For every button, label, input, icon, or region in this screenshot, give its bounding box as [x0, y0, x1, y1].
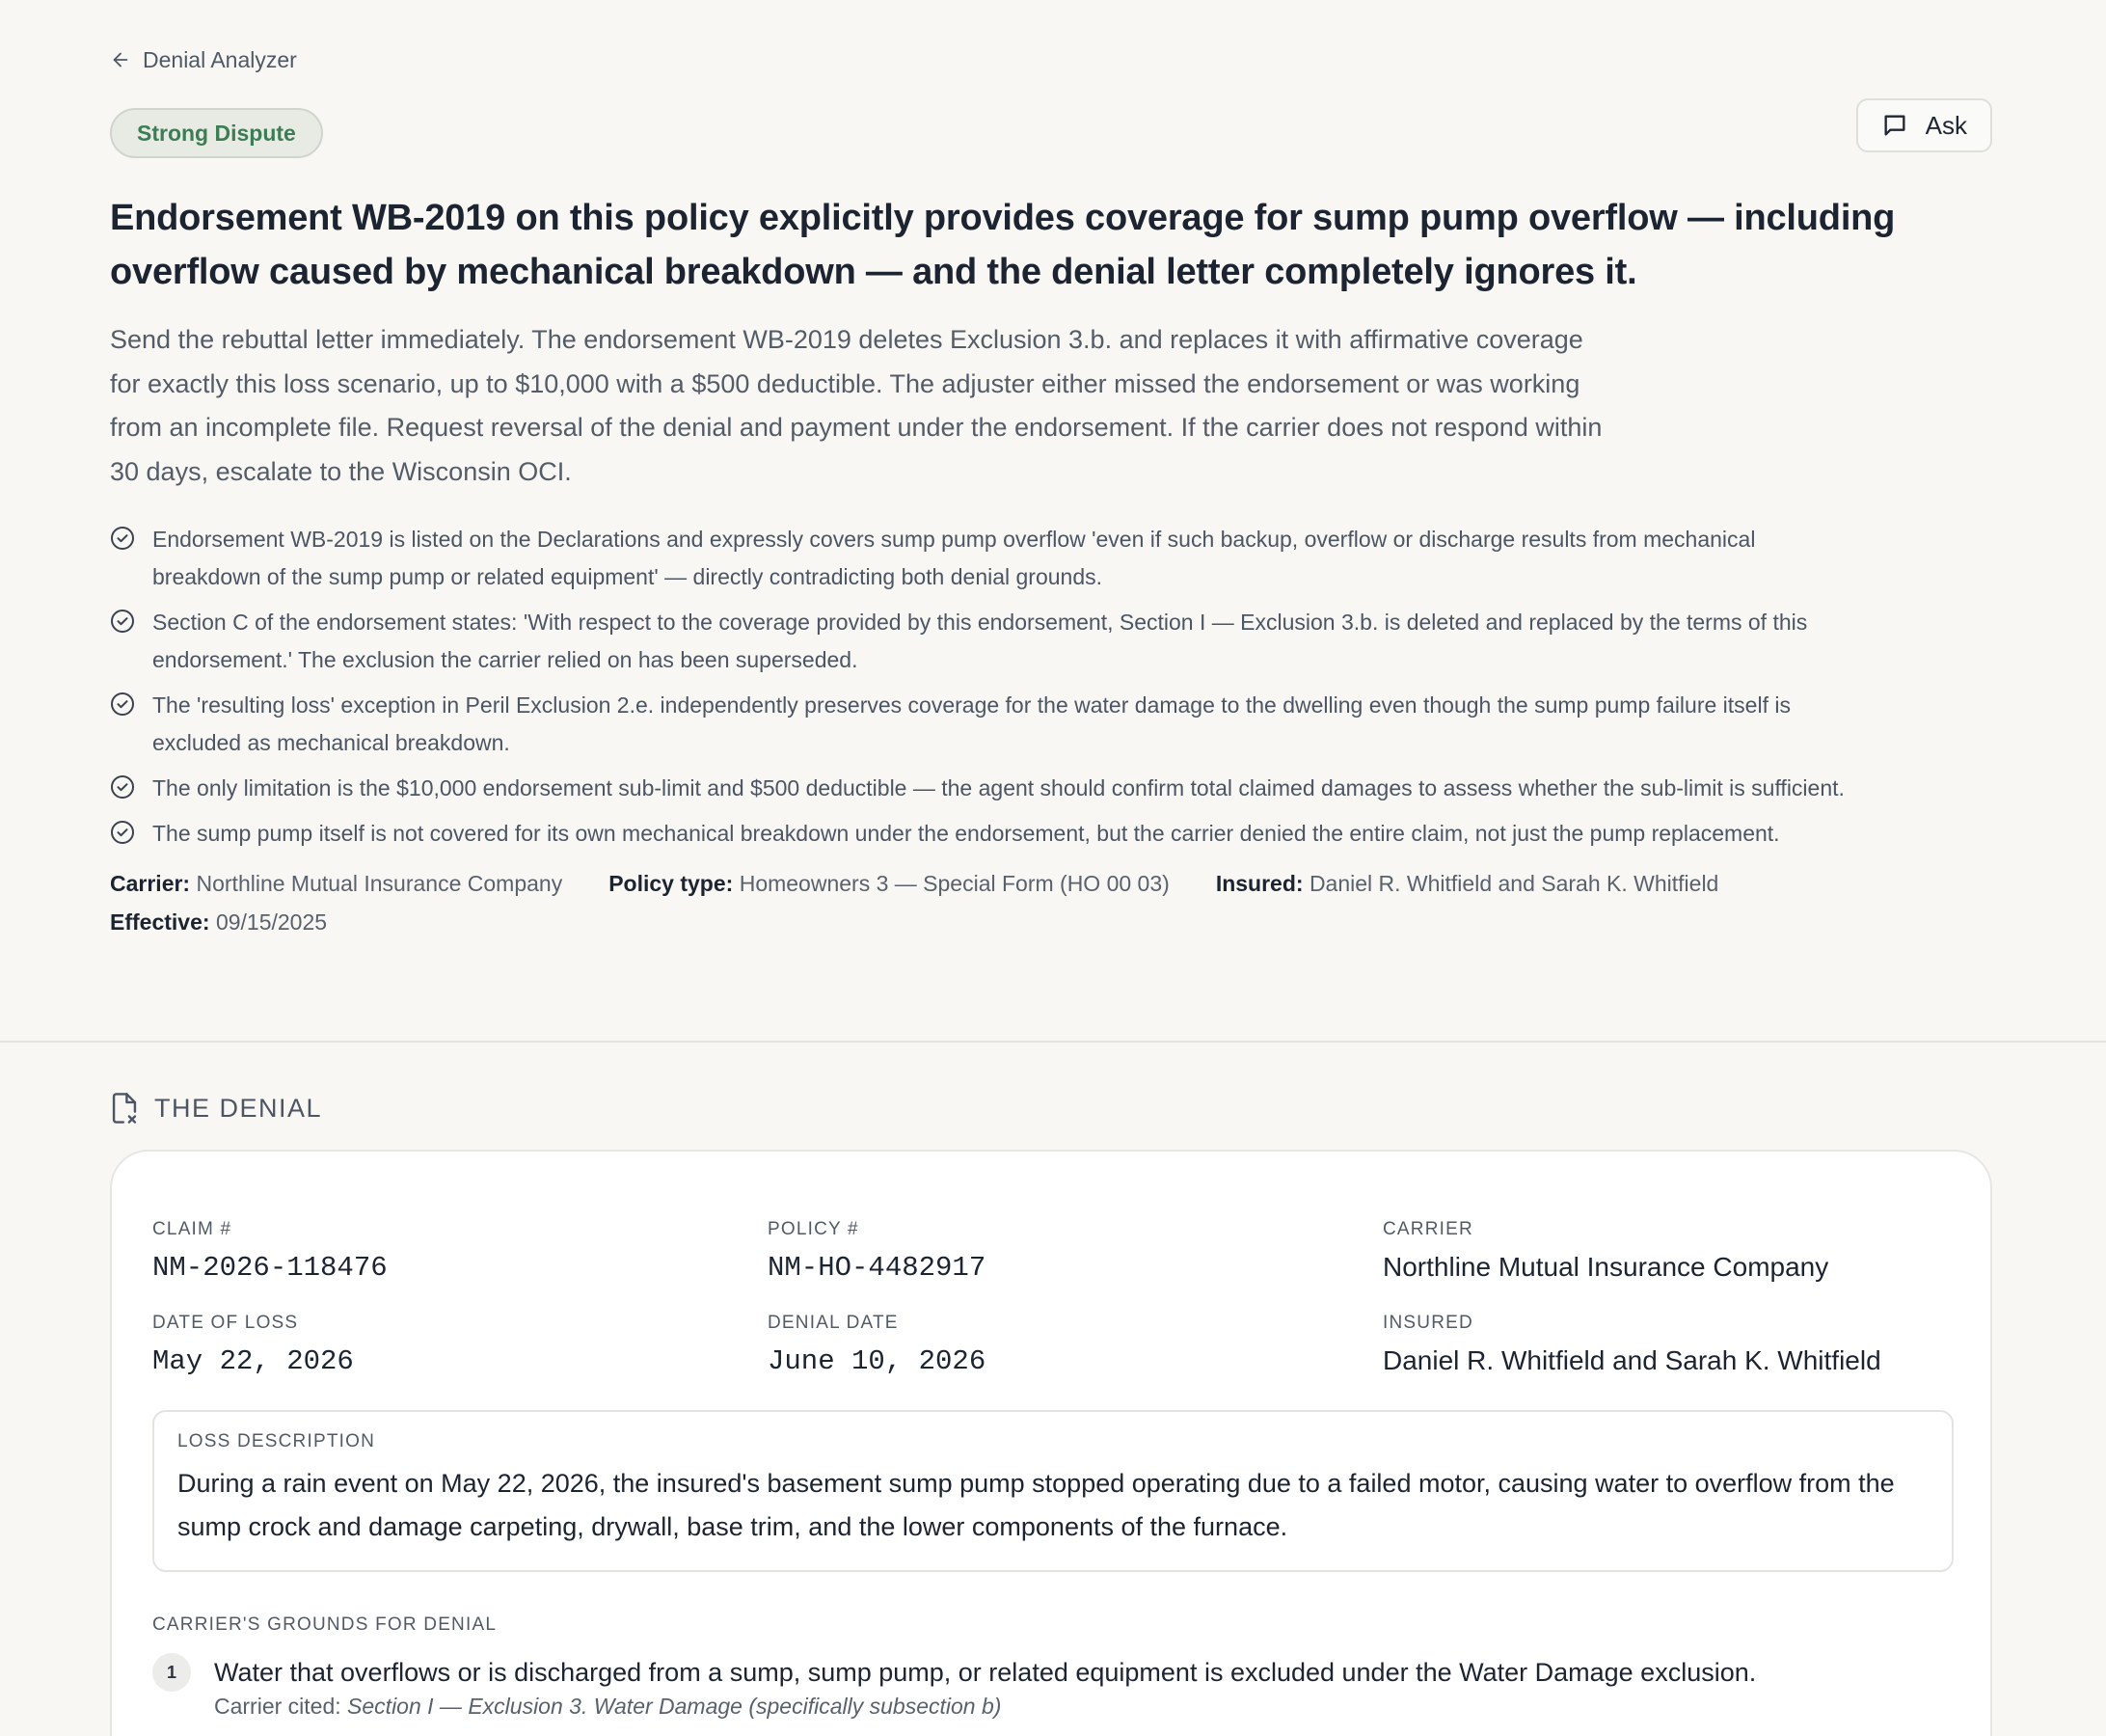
- denial-section-header: [110, 1092, 322, 1125]
- check-circle-icon: [110, 609, 135, 634]
- back-link[interactable]: [110, 46, 1996, 73]
- loss-description-box: [152, 1410, 1954, 1572]
- message-square-icon: [1881, 112, 1908, 139]
- check-circle-icon: [110, 774, 135, 800]
- verdict-summary: Send the rebuttal letter immediately. The endorsement WB-2019 deletes Exclusion 3.b. and replaces it with affirmative coverage for exactly this loss scenario, up to $10,000 with a $500 deductible. The adjuster either missed the endorsement or was working from an incomplete file. Request reversal of the denial and payment under the endorsement. If the carrier does not respond within 30 days, escalate to the Wisconsin OCI.: [110, 325, 1603, 486]
- meta-insured: [1216, 864, 1719, 903]
- file-x-icon: [110, 1092, 139, 1125]
- back-link-label: Denial Analyzer: [143, 46, 297, 72]
- claim-number-value: NM-2026-118476: [152, 1252, 388, 1284]
- key-point-text: Endorsement WB-2019 is listed on the Declarations and expressly covers sump pump overflow 'even if such backup, overflow or discharge results from mechanical breakdown of the sump pump or related equipment' — directly contradicting both denial grounds.: [152, 527, 1756, 589]
- denial-fields: [152, 1219, 1950, 1377]
- insured-label: INSURED: [1383, 1313, 1473, 1333]
- key-point-text: The sump pump itself is not covered for its own mechanical breakdown under the endorsement, but the carrier denied the entire claim, not just the pump replacement.: [152, 821, 1780, 846]
- meta-policy-type-label: Policy type:: [608, 871, 734, 896]
- key-point: [110, 687, 1846, 762]
- policy-meta: [110, 864, 1996, 941]
- denial-date-label: DENIAL DATE: [768, 1313, 899, 1333]
- ask-button[interactable]: [1856, 98, 1992, 152]
- ask-button-label: Ask: [1925, 110, 1967, 140]
- key-point: [110, 770, 1846, 807]
- ground-cite-value: Section I — Exclusion 3. Water Damage (specifically subsection b): [347, 1694, 1002, 1719]
- policy-number-label: POLICY #: [768, 1219, 859, 1239]
- key-point-text: The 'resulting loss' exception in Peril Exclusion 2.e. independently preserves coverage for the water damage to the dwelling even though the sump pump failure itself is excluded as mechanical breakdown.: [152, 692, 1791, 755]
- key-points-list: [110, 521, 1846, 853]
- denial-date-field: [768, 1313, 1383, 1377]
- check-circle-icon: [110, 526, 135, 551]
- meta-carrier-label: Carrier:: [110, 871, 191, 896]
- date-of-loss-field: [152, 1313, 768, 1377]
- date-of-loss-label: DATE OF LOSS: [152, 1313, 299, 1333]
- denial-card: [110, 1150, 1992, 1736]
- arrow-left-icon: [110, 49, 131, 70]
- date-of-loss-value: May 22, 2026: [152, 1345, 354, 1377]
- verdict-badge: Strong Dispute: [110, 108, 323, 158]
- meta-insured-label: Insured:: [1215, 871, 1304, 896]
- loss-description-label: LOSS DESCRIPTION: [177, 1431, 376, 1451]
- meta-effective-label: Effective:: [110, 909, 210, 935]
- key-point: [110, 604, 1846, 679]
- check-circle-icon: [110, 820, 135, 845]
- policy-number-field: [768, 1219, 1383, 1284]
- meta-policy-type: [608, 864, 1170, 903]
- denial-date-value: June 10, 2026: [768, 1345, 986, 1377]
- check-circle-icon: [110, 692, 135, 717]
- section-divider: [0, 1041, 2106, 1043]
- key-point: [110, 521, 1846, 596]
- ground-citation: [214, 1694, 1756, 1720]
- ground-text: Water that overflows or is discharged from a sump, sump pump, or related equipment is excluded under the Water Damage exclusion.: [214, 1658, 1757, 1687]
- ground-cite-label: Carrier cited:: [214, 1694, 341, 1719]
- denial-section-title: THE DENIAL: [154, 1093, 323, 1123]
- meta-carrier-value: Northline Mutual Insurance Company: [196, 871, 563, 896]
- meta-effective: [110, 903, 1996, 941]
- meta-carrier: [110, 864, 562, 903]
- badge-row: [110, 108, 1996, 158]
- carrier-value: Northline Mutual Insurance Company: [1383, 1252, 1829, 1282]
- carrier-label: CARRIER: [1383, 1219, 1473, 1239]
- meta-policy-type-value: Homeowners 3 — Special Form (HO 00 03): [739, 871, 1170, 896]
- carrier-field: [1383, 1219, 1961, 1284]
- loss-description-text: During a rain event on May 22, 2026, the insured's basement sump pump stopped operating due to a failed motor, causing water to overflow from the sump crock and damage carpeting, drywall, base trim, and the lower components of the furnace.: [177, 1469, 1895, 1541]
- key-point: [110, 815, 1846, 853]
- insured-field: [1383, 1313, 1961, 1377]
- claim-number-field: [152, 1219, 768, 1284]
- verdict-headline: Endorsement WB-2019 on this policy explicitly provides coverage for sump pump overflow — including overflow caused by mechanical breakdown — and the denial letter completely ignores it.: [110, 198, 1896, 292]
- key-point-text: The only limitation is the $10,000 endorsement sub-limit and $500 deductible — the agent should confirm total claimed damages to assess whether the sub-limit is sufficient.: [152, 775, 1845, 800]
- key-point-text: Section C of the endorsement states: 'With respect to the coverage provided by this endorsement, Section I — Exclusion 3.b. is deleted and replaced by the terms of this endorsement.' The exclusion the carrier relied on has been superseded.: [152, 610, 1808, 672]
- insured-value: Daniel R. Whitfield and Sarah K. Whitfield: [1383, 1345, 1881, 1375]
- grounds-label: CARRIER'S GROUNDS FOR DENIAL: [152, 1614, 498, 1635]
- meta-insured-value: Daniel R. Whitfield and Sarah K. Whitfield: [1309, 871, 1719, 896]
- policy-number-value: NM-HO-4482917: [768, 1252, 986, 1284]
- claim-number-label: CLAIM #: [152, 1219, 232, 1239]
- denial-ground-item: [152, 1653, 1950, 1720]
- meta-effective-value: 09/15/2025: [215, 909, 328, 935]
- ground-number: 1: [152, 1653, 191, 1692]
